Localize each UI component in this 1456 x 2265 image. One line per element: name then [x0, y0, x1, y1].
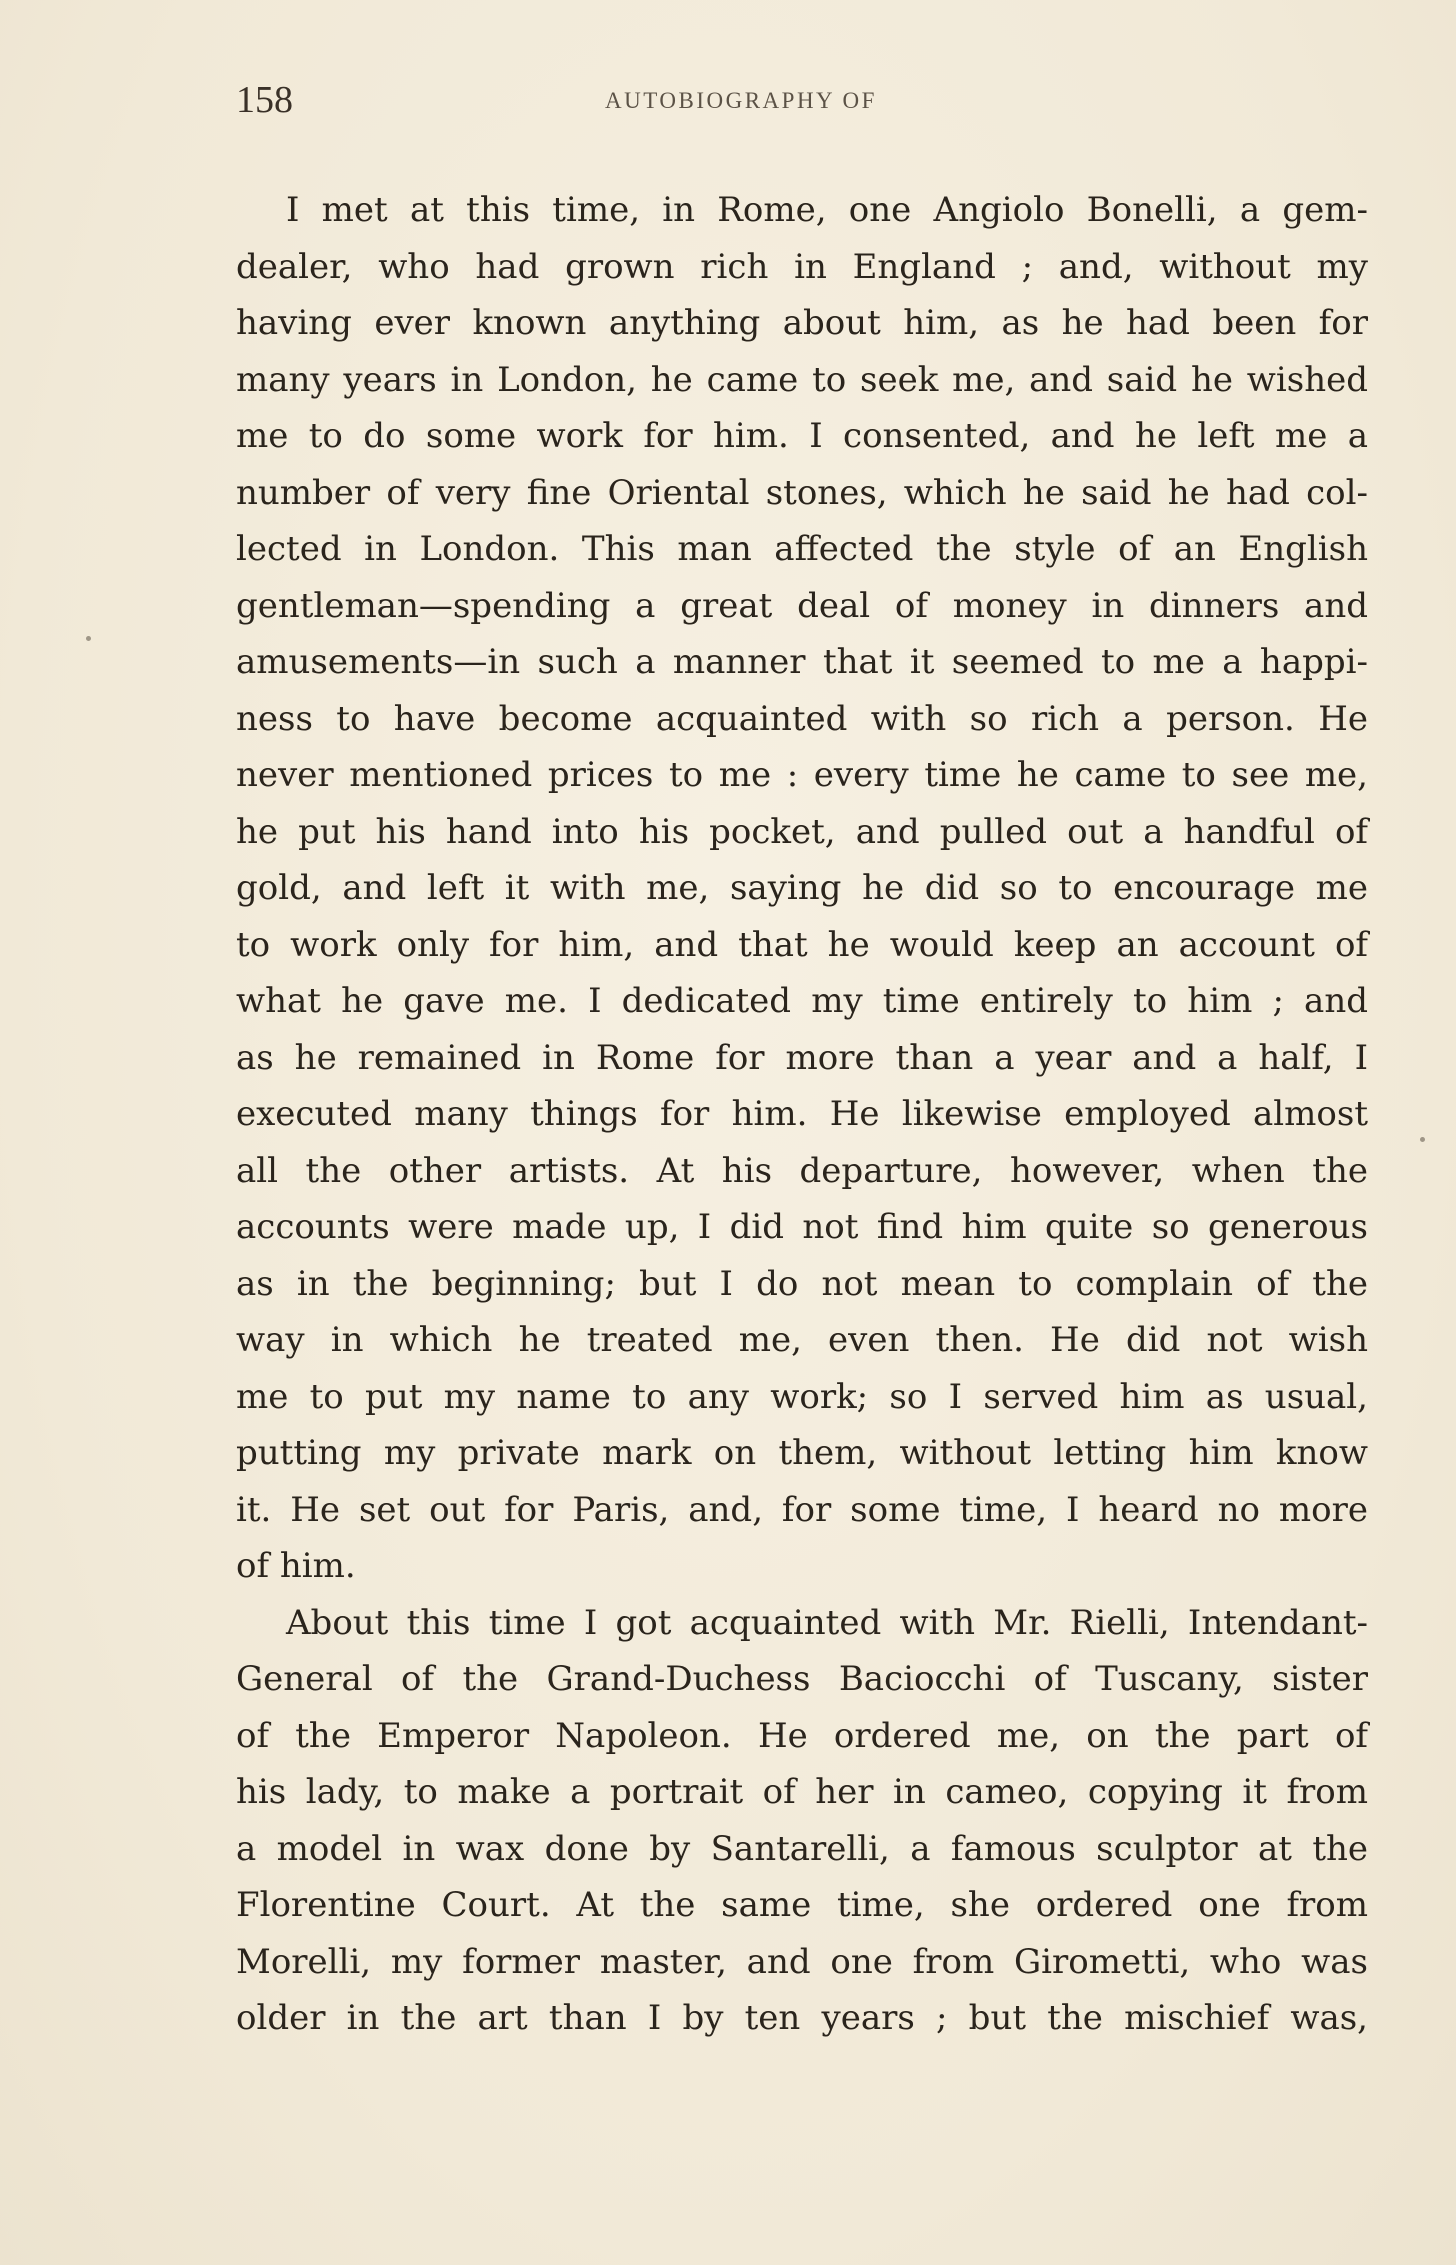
text-line: it. He set out for Paris, and, for some time, I heard no more [236, 1489, 1368, 1530]
text-line: lected in London. This man affected the style of an English [236, 529, 1368, 569]
text-line: as in the beginning; but I do not mean to complain of the [236, 1263, 1368, 1304]
text-line: ness to have become acquainted with so rich a person. He [236, 698, 1368, 739]
text-line: Florentine Court. At the same time, she ordered one from [236, 1885, 1368, 1925]
text-line: he put his hand into his pocket, and pulled out a handful of [236, 811, 1368, 852]
running-head: AUTOBIOGRAPHY OF [605, 88, 877, 113]
text-line: to work only for him, and that he would keep an account of [236, 924, 1368, 965]
text-line: About this time I got acquainted with Mr. Rielli, Intendant- [286, 1602, 1368, 1643]
text-line: his lady, to make a portrait of her in cameo, copying it from [236, 1772, 1368, 1812]
paper-speck [86, 636, 91, 641]
body-text [236, 182, 1368, 2047]
page-number: 158 [236, 79, 293, 121]
text-line: I met at this time, in Rome, one Angiolo Bonelli, a gem- [286, 190, 1368, 230]
text-line: number of very fine Oriental stones, which he said he had col- [236, 472, 1368, 513]
paper-speck [1420, 1137, 1425, 1142]
text-line: of him. [236, 1546, 356, 1586]
text-line: what he gave me. I dedicated my time entirely to him ; and [236, 981, 1368, 1021]
text-line: putting my private mark on them, without letting him know [236, 1433, 1368, 1473]
page-header [236, 78, 1246, 126]
text-line: all the other artists. At his departure, however, when the [236, 1150, 1368, 1191]
text-line: executed many things for him. He likewise employed almost [236, 1094, 1368, 1134]
text-line: way in which he treated me, even then. He did not wish [236, 1320, 1368, 1360]
text-line: General of the Grand-Duchess Baciocchi of Tuscany, sister [236, 1659, 1368, 1699]
text-line: a model in wax done by Santarelli, a famous sculptor at the [236, 1828, 1368, 1869]
text-line: me to put my name to any work; so I served him as usual, [236, 1376, 1368, 1417]
text-line: me to do some work for him. I consented, and he left me a [236, 416, 1368, 456]
text-line: dealer, who had grown rich in England ; and, without my [236, 246, 1368, 287]
text-line: as he remained in Rome for more than a year and a half, I [236, 1037, 1368, 1078]
text-line: gold, and left it with me, saying he did so to encourage me [236, 868, 1368, 908]
text-line: having ever known anything about him, as he had been for [236, 303, 1368, 343]
text-line: of the Emperor Napoleon. He ordered me, on the part of [236, 1715, 1368, 1756]
text-line: many years in London, he came to seek me, and said he wished [236, 359, 1368, 400]
text-line: never mentioned prices to me : every time he came to see me, [236, 755, 1368, 795]
text-line: gentleman—spending a great deal of money in dinners and [236, 585, 1368, 626]
text-line: older in the art than I by ten years ; but the mischief was, [236, 1998, 1368, 2038]
text-line: Morelli, my former master, and one from Girometti, who was [236, 1941, 1368, 1982]
text-line: accounts were made up, I did not find him quite so generous [236, 1207, 1368, 1247]
text-line: amusements—in such a manner that it seemed to me a happi- [236, 642, 1368, 682]
